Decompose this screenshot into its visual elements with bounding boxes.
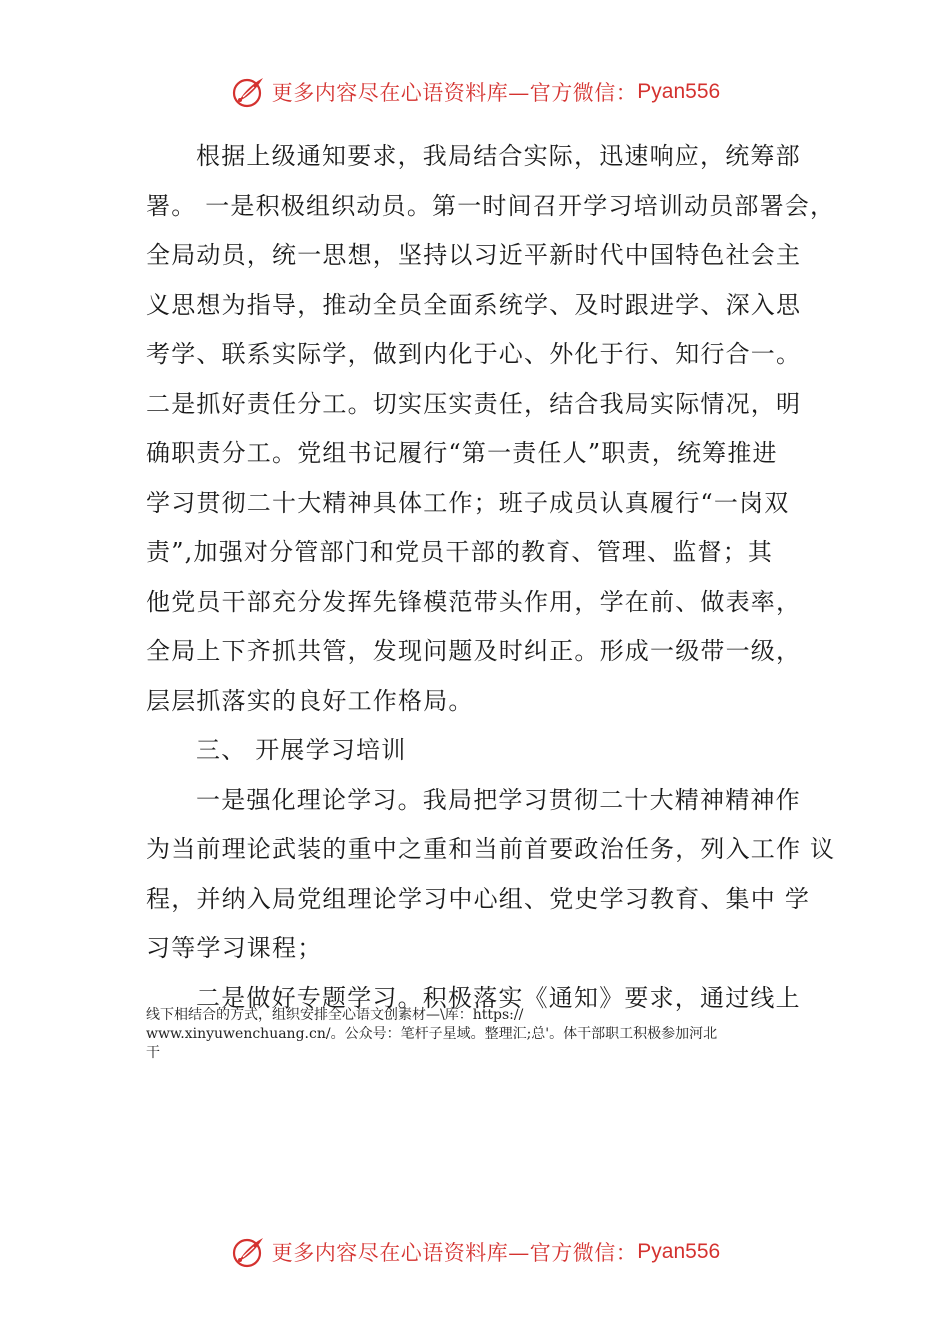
body-line: 一是强化理论学习。我局把学习贯彻二十大精神精神作 [196, 785, 801, 814]
body-line: 根据上级通知要求，我局结合实际，迅速响应，统筹部 [196, 142, 801, 170]
document-body [146, 132, 836, 1023]
body-line: 确职责分工。党组书记履行“第一责任人”职责，统筹推进 [146, 439, 778, 467]
body-line: 他党员干部充分发挥先锋模范带头作用，学在前、做表率， [146, 587, 802, 616]
footnote-line: www.xinyuwenchuang.cn/。公众号：笔杆子星域。整理汇;总'。体干部职工积极参加河北 [146, 1026, 718, 1042]
body-line: 学习贯彻二十大精神具体工作；班子成员认真履行“一岗双 [146, 488, 790, 517]
footnote-line: 线下相结合的方式，组织安排全心语文创素材—\库：https:// [146, 1007, 524, 1023]
banner-text: 更多内容尽在心语资料库—官方微信： [271, 81, 638, 105]
body-line: 署。 一是积极组织动员。第一时间召开学习培训动员部署会， [146, 191, 836, 220]
section-heading: 三、 开展学习培训 [196, 736, 407, 764]
banner-wechat-id: Pyan556 [637, 1240, 721, 1263]
body-line: 二是抓好责任分工。切实压实责任，结合我局实际情况，明 [146, 389, 802, 418]
footnote-line: 干 [146, 1045, 160, 1061]
body-line: 习等学习课程； [146, 934, 323, 962]
body-line: 全局上下齐抓共管，发现问题及时纠正。形成一级带一级， [146, 637, 802, 665]
body-line: 考学、联系实际学，做到内化于心、外化于行、知行合一。 [146, 340, 802, 368]
body-line: 二是做好专题学习。积极落实《通知》要求，通过线上 [196, 983, 801, 1012]
quill-logo-icon [230, 1234, 266, 1270]
header-banner [0, 70, 950, 114]
body-line: 义思想为指导，推动全员全面系统学、及时跟进学、深入思 [146, 290, 802, 319]
quill-logo-icon [230, 74, 266, 110]
body-line: 层层抓落实的良好工作格局。 [146, 686, 474, 715]
body-line: 全局动员，统一思想，坚持以习近平新时代中国特色社会主 [146, 241, 802, 269]
body-line: 责”,加强对分管部门和党员干部的教育、管理、监督；其 [146, 538, 774, 566]
footnote [146, 1006, 836, 1063]
body-line: 为当前理论武装的重中之重和当前首要政治任务，列入工作 议 [146, 835, 836, 863]
banner-text: 更多内容尽在心语资料库—官方微信： [271, 1241, 638, 1265]
banner-wechat-id: Pyan556 [637, 80, 721, 103]
body-line: 程，并纳入局党组理论学习中心组、党史学习教育、集中 学 [146, 884, 811, 913]
footer-banner [0, 1230, 950, 1274]
